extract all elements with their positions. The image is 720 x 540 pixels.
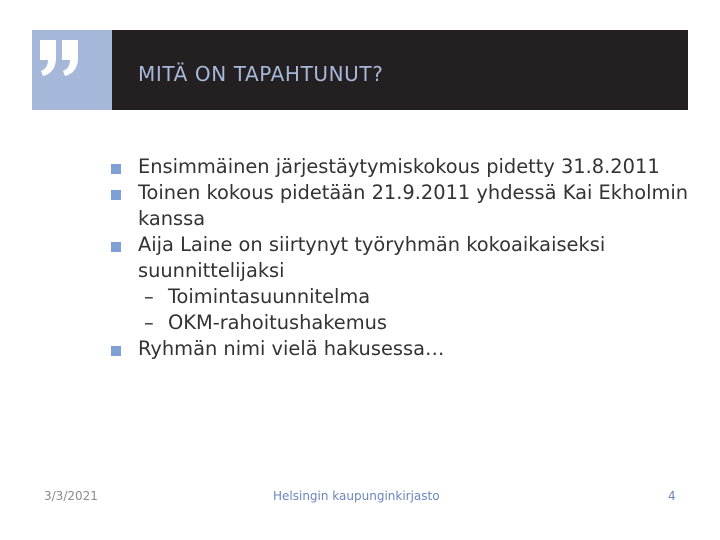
quote-icon bbox=[38, 38, 86, 86]
footer-date: 3/3/2021 bbox=[44, 489, 98, 503]
footer-page-number: 4 bbox=[668, 489, 676, 503]
bullet-text: Ensimmäinen järjestäytymiskokous pidetty 31.8.2011 bbox=[138, 155, 660, 178]
sub-bullet-text: OKM-rahoitushakemus bbox=[168, 311, 388, 334]
square-bullet-icon bbox=[111, 346, 121, 356]
dash-marker: – bbox=[144, 311, 154, 334]
bullet-item bbox=[110, 336, 690, 362]
slide-title: MITÄ ON TAPAHTUNUT? bbox=[138, 62, 384, 86]
sub-bullet-item bbox=[110, 310, 690, 336]
bullet-text: Aija Laine on siirtynyt työryhmän kokoaikaiseksi suunnittelijaksi bbox=[138, 233, 606, 282]
dash-marker: – bbox=[144, 285, 154, 308]
bullet-text: Ryhmän nimi vielä hakusessa… bbox=[138, 337, 445, 360]
sub-bullet-text: Toimintasuunnitelma bbox=[168, 285, 371, 308]
square-bullet-icon bbox=[111, 190, 121, 200]
square-bullet-icon bbox=[111, 164, 121, 174]
square-bullet-icon bbox=[111, 242, 121, 252]
sub-bullet-item bbox=[110, 284, 690, 310]
bullet-item bbox=[110, 154, 690, 180]
footer-organization: Helsingin kaupunginkirjasto bbox=[273, 489, 440, 503]
quote-decoration bbox=[32, 30, 112, 110]
slide-content bbox=[110, 154, 690, 362]
bullet-item bbox=[110, 180, 690, 232]
bullet-item bbox=[110, 232, 690, 284]
bullet-text: Toinen kokous pidetään 21.9.2011 yhdessä Kai Ekholmin kanssa bbox=[138, 181, 689, 230]
